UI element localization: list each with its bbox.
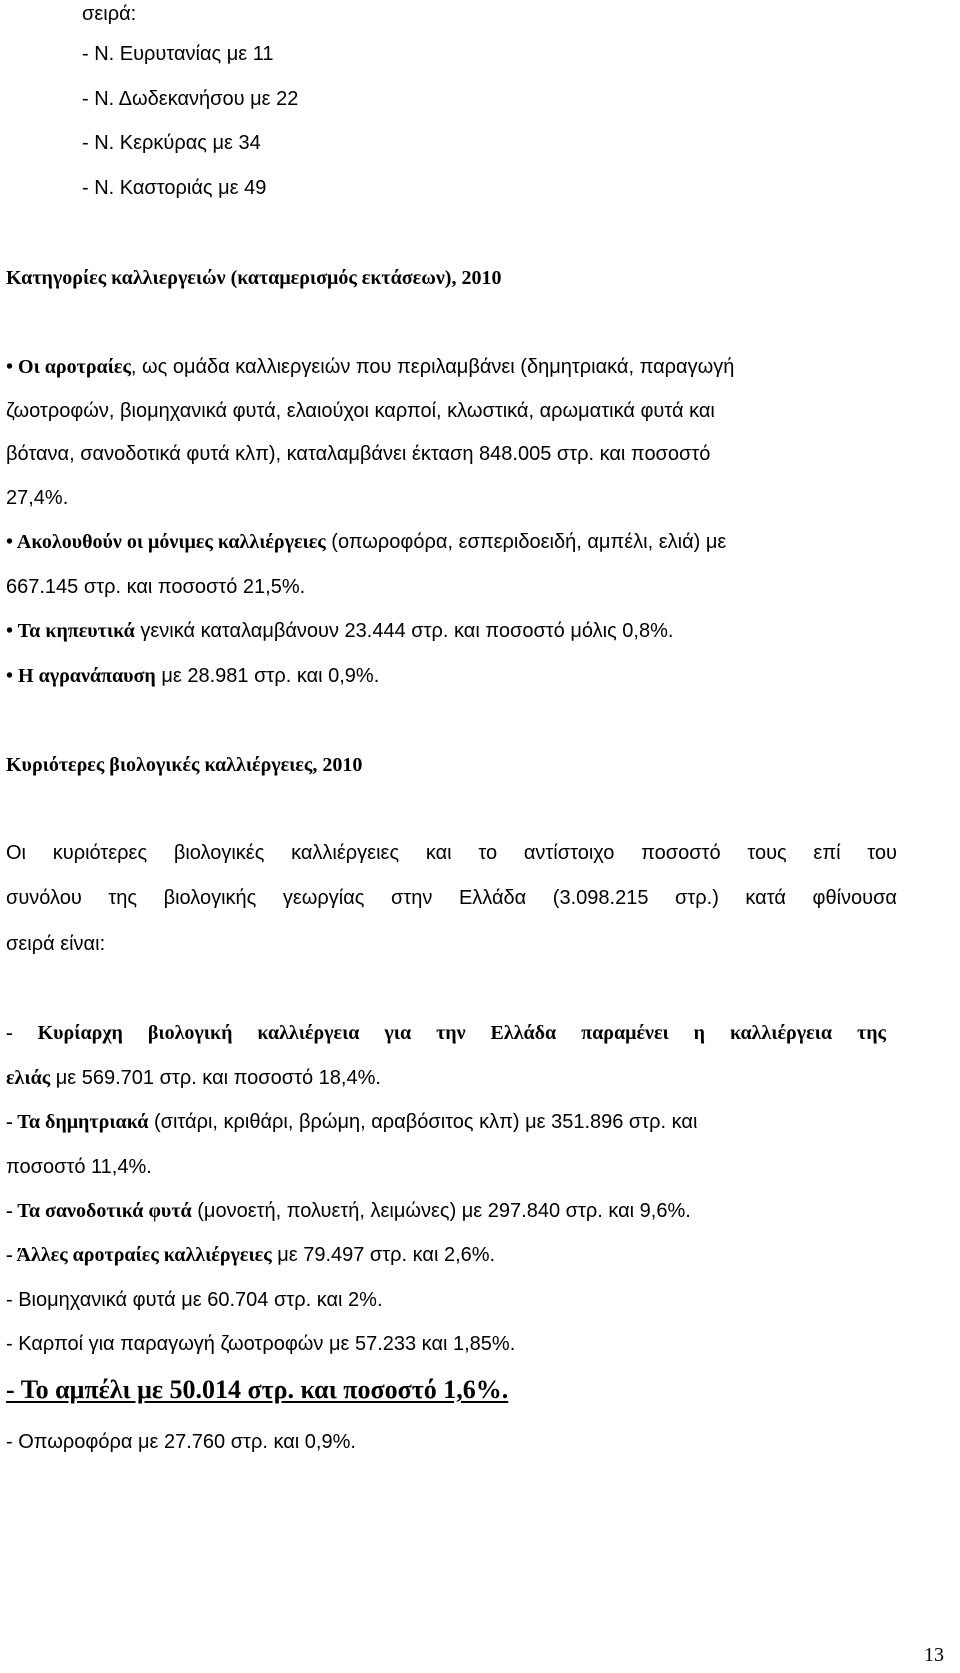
bullet-permanent-crops <box>6 530 726 554</box>
bullet-text-line: ζωοτροφών, βιομηχανικά φυτά, ελαιούχοι καρποί, κλωστικά, αρωματικά φυτά και <box>6 400 715 422</box>
prefecture-item: - Ν. Ευρυτανίας με 11 <box>82 43 274 65</box>
organic-item-fodder <box>6 1199 691 1223</box>
prefecture-item: - Ν. Δωδεκανήσου με 22 <box>82 88 299 110</box>
item-text: με 569.701 στρ. και ποσοστό 18,4%. <box>50 1067 381 1089</box>
bullet-text-line: βότανα, σανοδοτικά φυτά κλπ), καταλαμβάνει έκταση 848.005 στρ. και ποσοστό <box>6 443 711 465</box>
bullet-bold-label: Ακολουθούν οι μόνιμες καλλιέργειες <box>16 531 326 553</box>
item-text-line: ποσοστό 11,4%. <box>6 1156 152 1178</box>
bullet-text-line: 667.145 στρ. και ποσοστό 21,5%. <box>6 576 306 598</box>
organic-item-feed-seeds: - Καρποί για παραγωγή ζωοτροφών με 57.233 και 1,85%. <box>6 1333 516 1355</box>
organic-item-industrial: - Βιομηχανικά φυτά με 60.704 στρ. και 2%. <box>6 1289 383 1311</box>
bullet-arable <box>6 355 734 379</box>
bullet-fallow <box>6 664 379 688</box>
paragraph-line: Οι κυριότερες βιολογικές καλλιέργειες και το αντίστοιχο ποσοστό τους επί του <box>6 842 897 864</box>
item-bold-label: - Άλλες αροτραίες καλλιέργειες <box>6 1244 272 1266</box>
organic-item-vineyard: - Το αμπέλι με 50.014 στρ. και ποσοστό 1,6%. <box>6 1375 509 1404</box>
organic-item-other-arable <box>6 1243 495 1267</box>
bullet-text: με 28.981 στρ. και 0,9%. <box>155 665 380 687</box>
prefecture-item: - Ν. Κερκύρας με 34 <box>82 132 261 154</box>
item-bold-label: - Τα σανοδοτικά φυτά <box>6 1200 192 1222</box>
bullet-bold-label: Οι αροτραίες <box>18 356 131 378</box>
section-heading-organic-crops: Κυριότερες βιολογικές καλλιέργειες, 2010 <box>6 754 363 776</box>
item-text: (σιτάρι, κριθάρι, βρώμη, αραβόσιτος κλπ) με 351.896 στρ. και <box>148 1111 698 1133</box>
paragraph-line: συνόλου της βιολογικής γεωργίας στην Ελλάδα (3.098.215 στρ.) κατά φθίνουσα <box>6 887 897 909</box>
bullet-text: γενικά καταλαμβάνουν 23.444 στρ. και ποσοστό μόλις 0,8%. <box>134 620 674 642</box>
bullet-vegetables <box>6 619 673 643</box>
prefecture-item: - Ν. Καστοριάς με 49 <box>82 177 267 199</box>
bullet-text-line: 27,4%. <box>6 487 69 509</box>
page-number: 13 <box>924 1644 944 1666</box>
section-heading-crop-categories: Κατηγορίες καλλιεργειών (καταμερισμός εκτάσεων), 2010 <box>6 267 502 289</box>
item-text: με 79.497 στρ. και 2,6%. <box>271 1244 496 1266</box>
intro-word: σειρά: <box>82 3 137 25</box>
bullet-icon: • <box>6 531 14 553</box>
paragraph-line: σειρά είναι: <box>6 933 106 955</box>
bullet-text: (οπωροφόρα, εσπεριδοειδή, αμπέλι, ελιά) με <box>325 531 727 553</box>
bullet-text: , ως ομάδα καλλιεργειών που περιλαμβάνει (δημητριακά, παραγωγή <box>130 356 735 378</box>
bullet-bold-label: Η αγρανάπαυση <box>18 665 156 687</box>
item-bold-label: - Τα δημητριακά <box>6 1111 149 1133</box>
item-text: (μονοετή, πολυετή, λειμώνες) με 297.840 στρ. και 9,6%. <box>191 1200 691 1222</box>
organic-item-orchards: - Οπωροφόρα με 27.760 στρ. και 0,9%. <box>6 1431 356 1453</box>
organic-item-cereals <box>6 1110 697 1134</box>
bullet-icon: • <box>6 356 14 378</box>
bullet-bold-label: Τα κηπευτικά <box>17 620 135 642</box>
item-bold-label: ελιάς <box>6 1067 51 1089</box>
organic-item-olive: - Κυρίαρχη βιολογική καλλιέργεια για την Ελλάδα παραμένει η καλλιέργεια της <box>6 1022 886 1044</box>
organic-item-olive-cont <box>6 1066 381 1090</box>
bullet-icon: • <box>6 620 14 642</box>
bullet-icon: • <box>6 665 14 687</box>
